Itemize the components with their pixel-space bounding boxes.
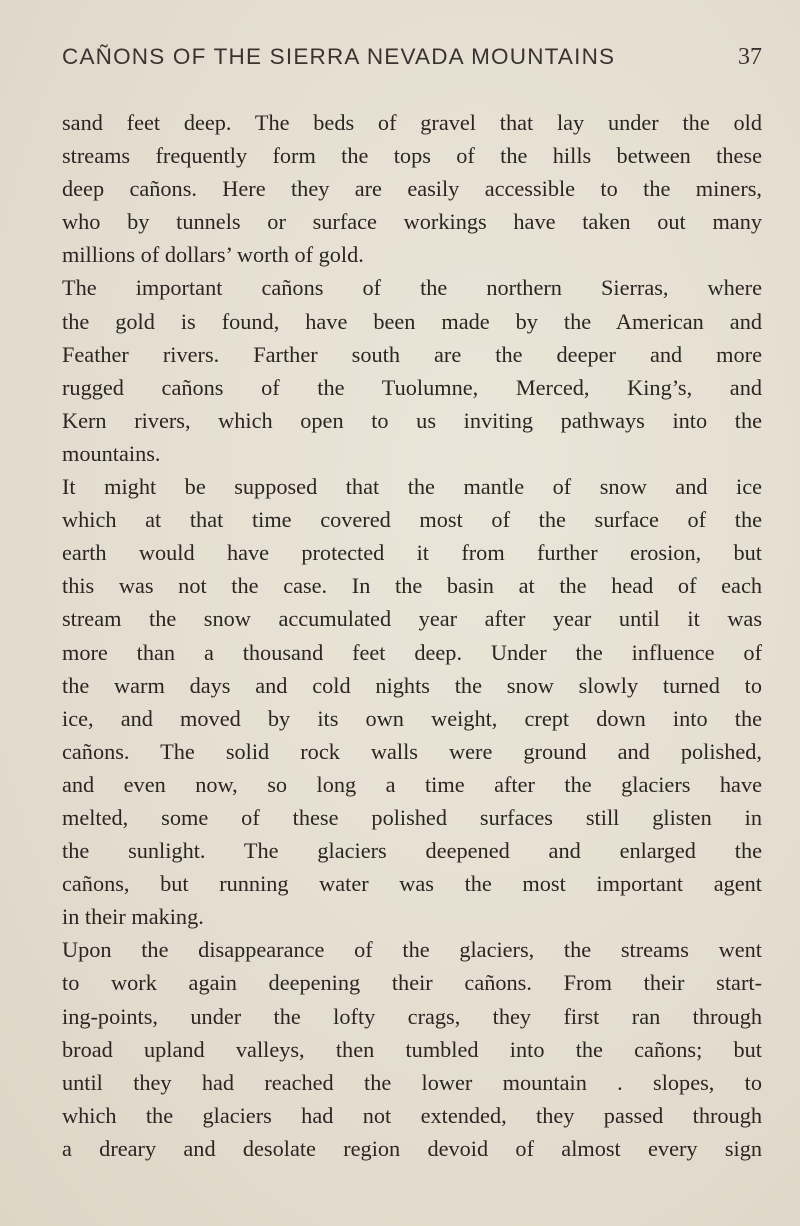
text-line: in their making.: [62, 904, 204, 930]
text-line: which at that time covered most of the surface of the: [62, 507, 762, 533]
text-line: broad upland valleys, then tumbled into the cañons; but: [62, 1036, 762, 1062]
text-line: deep cañons. Here they are easily accessible to the miners,: [62, 176, 762, 202]
text-line: the sunlight. The glaciers deepened and enlarged the: [62, 838, 762, 864]
text-line: millions of dollars’ worth of gold.: [62, 242, 364, 268]
text-line: streams frequently form the tops of the hills between these: [62, 143, 762, 169]
text-line: melted, some of these polished surfaces still glisten in: [62, 804, 762, 830]
text-line: sand feet deep. The beds of gravel that lay under the old: [62, 110, 762, 135]
text-line: rugged cañons of the Tuolumne, Merced, King’s, and: [62, 374, 762, 400]
text-line: which the glaciers had not extended, they passed through: [62, 1102, 762, 1128]
text-line: ing-points, under the lofty crags, they first ran through: [62, 1003, 762, 1029]
text-line: more than a thousand feet deep. Under the influence of: [62, 639, 762, 665]
text-line: It might be supposed that the mantle of snow and ice: [62, 474, 762, 500]
text-line: stream the snow accumulated year after year until it was: [62, 606, 762, 632]
text-line: and even now, so long a time after the glaciers have: [62, 771, 762, 797]
text-line: earth would have protected it from further erosion, but: [62, 540, 762, 566]
text-line: Feather rivers. Farther south are the deeper and more: [62, 341, 762, 367]
text-line: the warm days and cold nights the snow slowly turned to: [62, 672, 762, 698]
text-line: mountains.: [62, 440, 161, 466]
text-line: this was not the case. In the basin at the head of each: [62, 573, 762, 599]
text-line: cañons. The solid rock walls were ground and polished,: [62, 738, 762, 764]
running-head-title: CAÑONS OF THE SIERRA NEVADA MOUNTAINS: [62, 44, 616, 69]
text-line: Upon the disappearance of the glaciers, the streams went: [62, 937, 762, 963]
text-line: who by tunnels or surface workings have taken out many: [62, 209, 762, 235]
text-line: until they had reached the lower mountain . slopes, to: [62, 1069, 762, 1095]
text-line: Kern rivers, which open to us inviting pathways into the: [62, 407, 762, 433]
text-line: cañons, but running water was the most important agent: [62, 871, 762, 897]
text-line: to work again deepening their cañons. From their start-: [62, 970, 762, 996]
text-line: The important cañons of the northern Sierras, where: [62, 275, 762, 301]
page-number: 37: [738, 44, 762, 70]
running-head: [62, 44, 762, 84]
text-line: a dreary and desolate region devoid of almost every sign: [62, 1135, 762, 1161]
text-line: ice, and moved by its own weight, crept down into the: [62, 705, 762, 731]
body-text: [62, 106, 762, 1165]
text-line: the gold is found, have been made by the American and: [62, 308, 762, 334]
